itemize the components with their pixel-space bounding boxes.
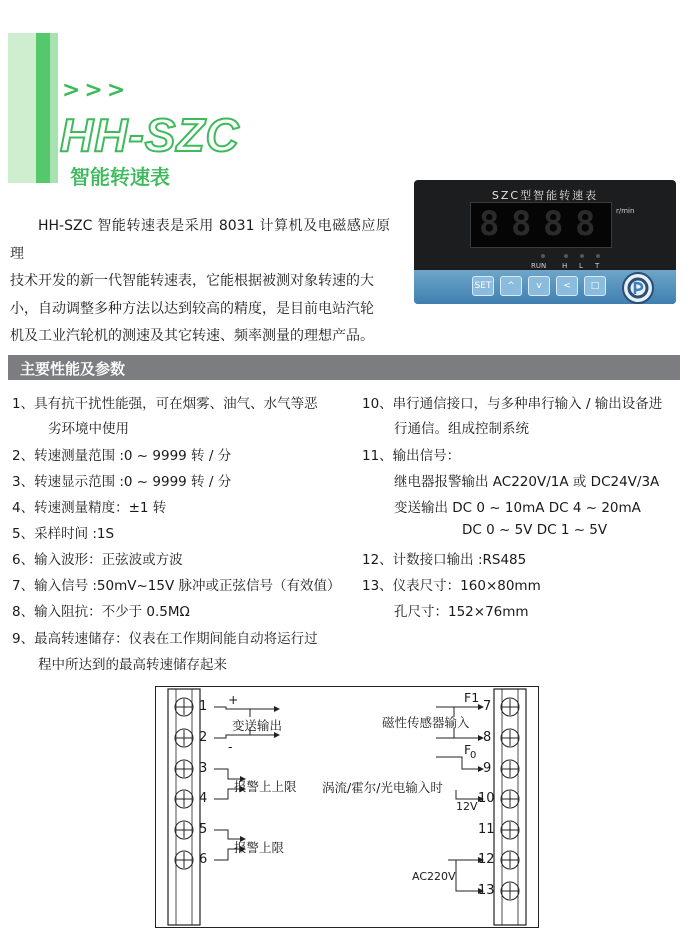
brand-logo-icon — [622, 272, 654, 304]
alarm-upper-label: 报警上限 — [234, 840, 285, 855]
screw-icon — [175, 729, 193, 747]
up-key: ^ — [500, 276, 522, 296]
terminal-number: 6 — [199, 852, 208, 867]
terminal-number: 12 — [478, 852, 495, 867]
display-digit: 8 — [543, 204, 564, 244]
unit-label: r/min — [616, 207, 635, 215]
screw-icon — [175, 821, 193, 839]
terminal-number: 4 — [199, 791, 208, 806]
terminal-number: 10 — [478, 791, 495, 806]
terminal-number: 9 — [483, 761, 492, 776]
intro-line: 机及工业汽轮机的测速及其它转速、频率测量的理想产品。 — [10, 328, 374, 344]
model-title: HH-SZC — [60, 109, 240, 161]
display-digit: 8 — [575, 204, 596, 244]
display-digit: 8 — [479, 204, 500, 244]
screw-icon — [501, 851, 519, 869]
product-subtitle: 智能转速表 — [70, 165, 170, 189]
led-dot — [541, 254, 545, 258]
green-bar-1 — [8, 33, 36, 183]
led-dot — [596, 254, 600, 258]
plus-sign: + — [228, 692, 239, 707]
spec-item: 12、计数接口输出 :RS485 — [362, 552, 527, 568]
spec-item: 7、输入信号 :50mV~15V 脉冲或正弦信号（有效值） — [12, 578, 341, 594]
spec-item: 程中所达到的最高转速储存起来 — [38, 657, 227, 673]
terminal-number: 5 — [199, 822, 208, 837]
terminal-number: 8 — [483, 730, 492, 745]
screw-icon — [501, 760, 519, 778]
terminal-number: 7 — [483, 699, 492, 714]
transmit-output-label: 变送输出 — [232, 718, 283, 733]
f0-subscript: 0 — [470, 750, 477, 761]
screw-icon — [501, 821, 519, 839]
spec-item: 3、转速显示范围 :0 ~ 9999 转 / 分 — [12, 474, 232, 490]
alarm-upper-upper-label: 报警上上限 — [234, 779, 297, 794]
device-title: SZC型智能转速表 — [491, 189, 599, 202]
spec-item: 13、仪表尺寸：160×80mm — [362, 578, 541, 594]
down-key: v — [528, 276, 550, 296]
spec-item: DC 0 ~ 5V DC 1 ~ 5V — [462, 522, 608, 538]
led-label: RUN — [531, 262, 547, 270]
minus-sign: - — [228, 739, 233, 754]
terminal-number: 3 — [199, 761, 208, 776]
screw-icon — [175, 760, 193, 778]
led-label: L — [579, 262, 583, 270]
enter-key: □ — [584, 276, 606, 296]
spec-item: 2、转速测量范围 :0 ~ 9999 转 / 分 — [12, 448, 232, 464]
screw-icon — [501, 698, 519, 716]
device-image — [414, 180, 676, 304]
terminal-number: 2 — [199, 730, 208, 745]
screw-icon — [501, 882, 519, 900]
ac220v-label: AC220V — [412, 870, 456, 883]
terminal-number: 11 — [478, 822, 495, 837]
spec-item: 1、具有抗干扰性能强，可在烟雾、油气、水气等恶 — [12, 396, 318, 412]
intro-line: 小，自动调整多种方法以达到较高的精度，是目前电站汽轮 — [10, 300, 374, 317]
led-dot — [580, 254, 584, 258]
key-panel — [414, 270, 676, 304]
f0-label: F — [464, 742, 472, 757]
12v-label: 12V — [456, 800, 478, 813]
led-dot — [564, 254, 568, 258]
spec-item: 行通信。组成控制系统 — [394, 421, 529, 437]
lcd-display — [470, 202, 612, 248]
green-bar-3 — [50, 33, 58, 183]
led-label: T — [595, 262, 600, 270]
spec-item: 4、转速测量精度：±1 转 — [12, 500, 167, 516]
f1-label: F1 — [464, 690, 480, 705]
terminal-number: 1 — [199, 699, 208, 714]
magnetic-sensor-label: 磁性传感器输入 — [382, 715, 470, 730]
spec-item: 孔尺寸：152×76mm — [394, 604, 529, 620]
spec-item: 继电器报警输出 AC220V/1A 或 DC24V/3A — [394, 474, 660, 490]
chevron-icon: >>> — [62, 78, 130, 103]
intro-line: HH-SZC 智能转速表是采用 8031 计算机及电磁感应原理 — [10, 218, 390, 262]
spec-item: 劣环境中使用 — [48, 421, 129, 437]
screw-icon — [501, 790, 519, 808]
screw-icon — [501, 729, 519, 747]
set-key: SET — [472, 276, 494, 296]
screw-icon — [175, 698, 193, 716]
spec-item: 变送输出 DC 0 ~ 10mA DC 4 ~ 20mA — [394, 500, 641, 516]
intro-line: 技术开发的新一代智能转速表，它能根据被测对象转速的大 — [10, 273, 374, 289]
green-bar-2 — [36, 33, 50, 183]
section-title: 主要性能及参数 — [20, 360, 126, 378]
section-header — [8, 355, 680, 380]
eddy-input-label: 涡流/霍尔/光电输入时 — [322, 780, 443, 795]
screw-icon — [175, 790, 193, 808]
spec-item: 6、输入波形：正弦波或方波 — [12, 552, 183, 568]
spec-item: 8、输入阻抗：不少于 0.5MΩ — [12, 604, 190, 620]
spec-item: 10、串行通信接口，与多种串行输入 / 输出设备进 — [362, 396, 663, 412]
wiring-diagram — [155, 686, 539, 928]
spec-item: 11、输出信号： — [362, 448, 461, 464]
screw-icon — [175, 851, 193, 869]
led-label: H — [562, 262, 568, 270]
display-digit: 8 — [511, 204, 532, 244]
left-key: < — [556, 276, 578, 296]
intro-paragraph — [10, 213, 390, 351]
spec-item: 9、最高转速储存：仪表在工作期间能自动将运行过 — [12, 631, 318, 647]
terminal-number: 13 — [478, 883, 495, 898]
spec-item: 5、采样时间 :1S — [12, 526, 115, 542]
